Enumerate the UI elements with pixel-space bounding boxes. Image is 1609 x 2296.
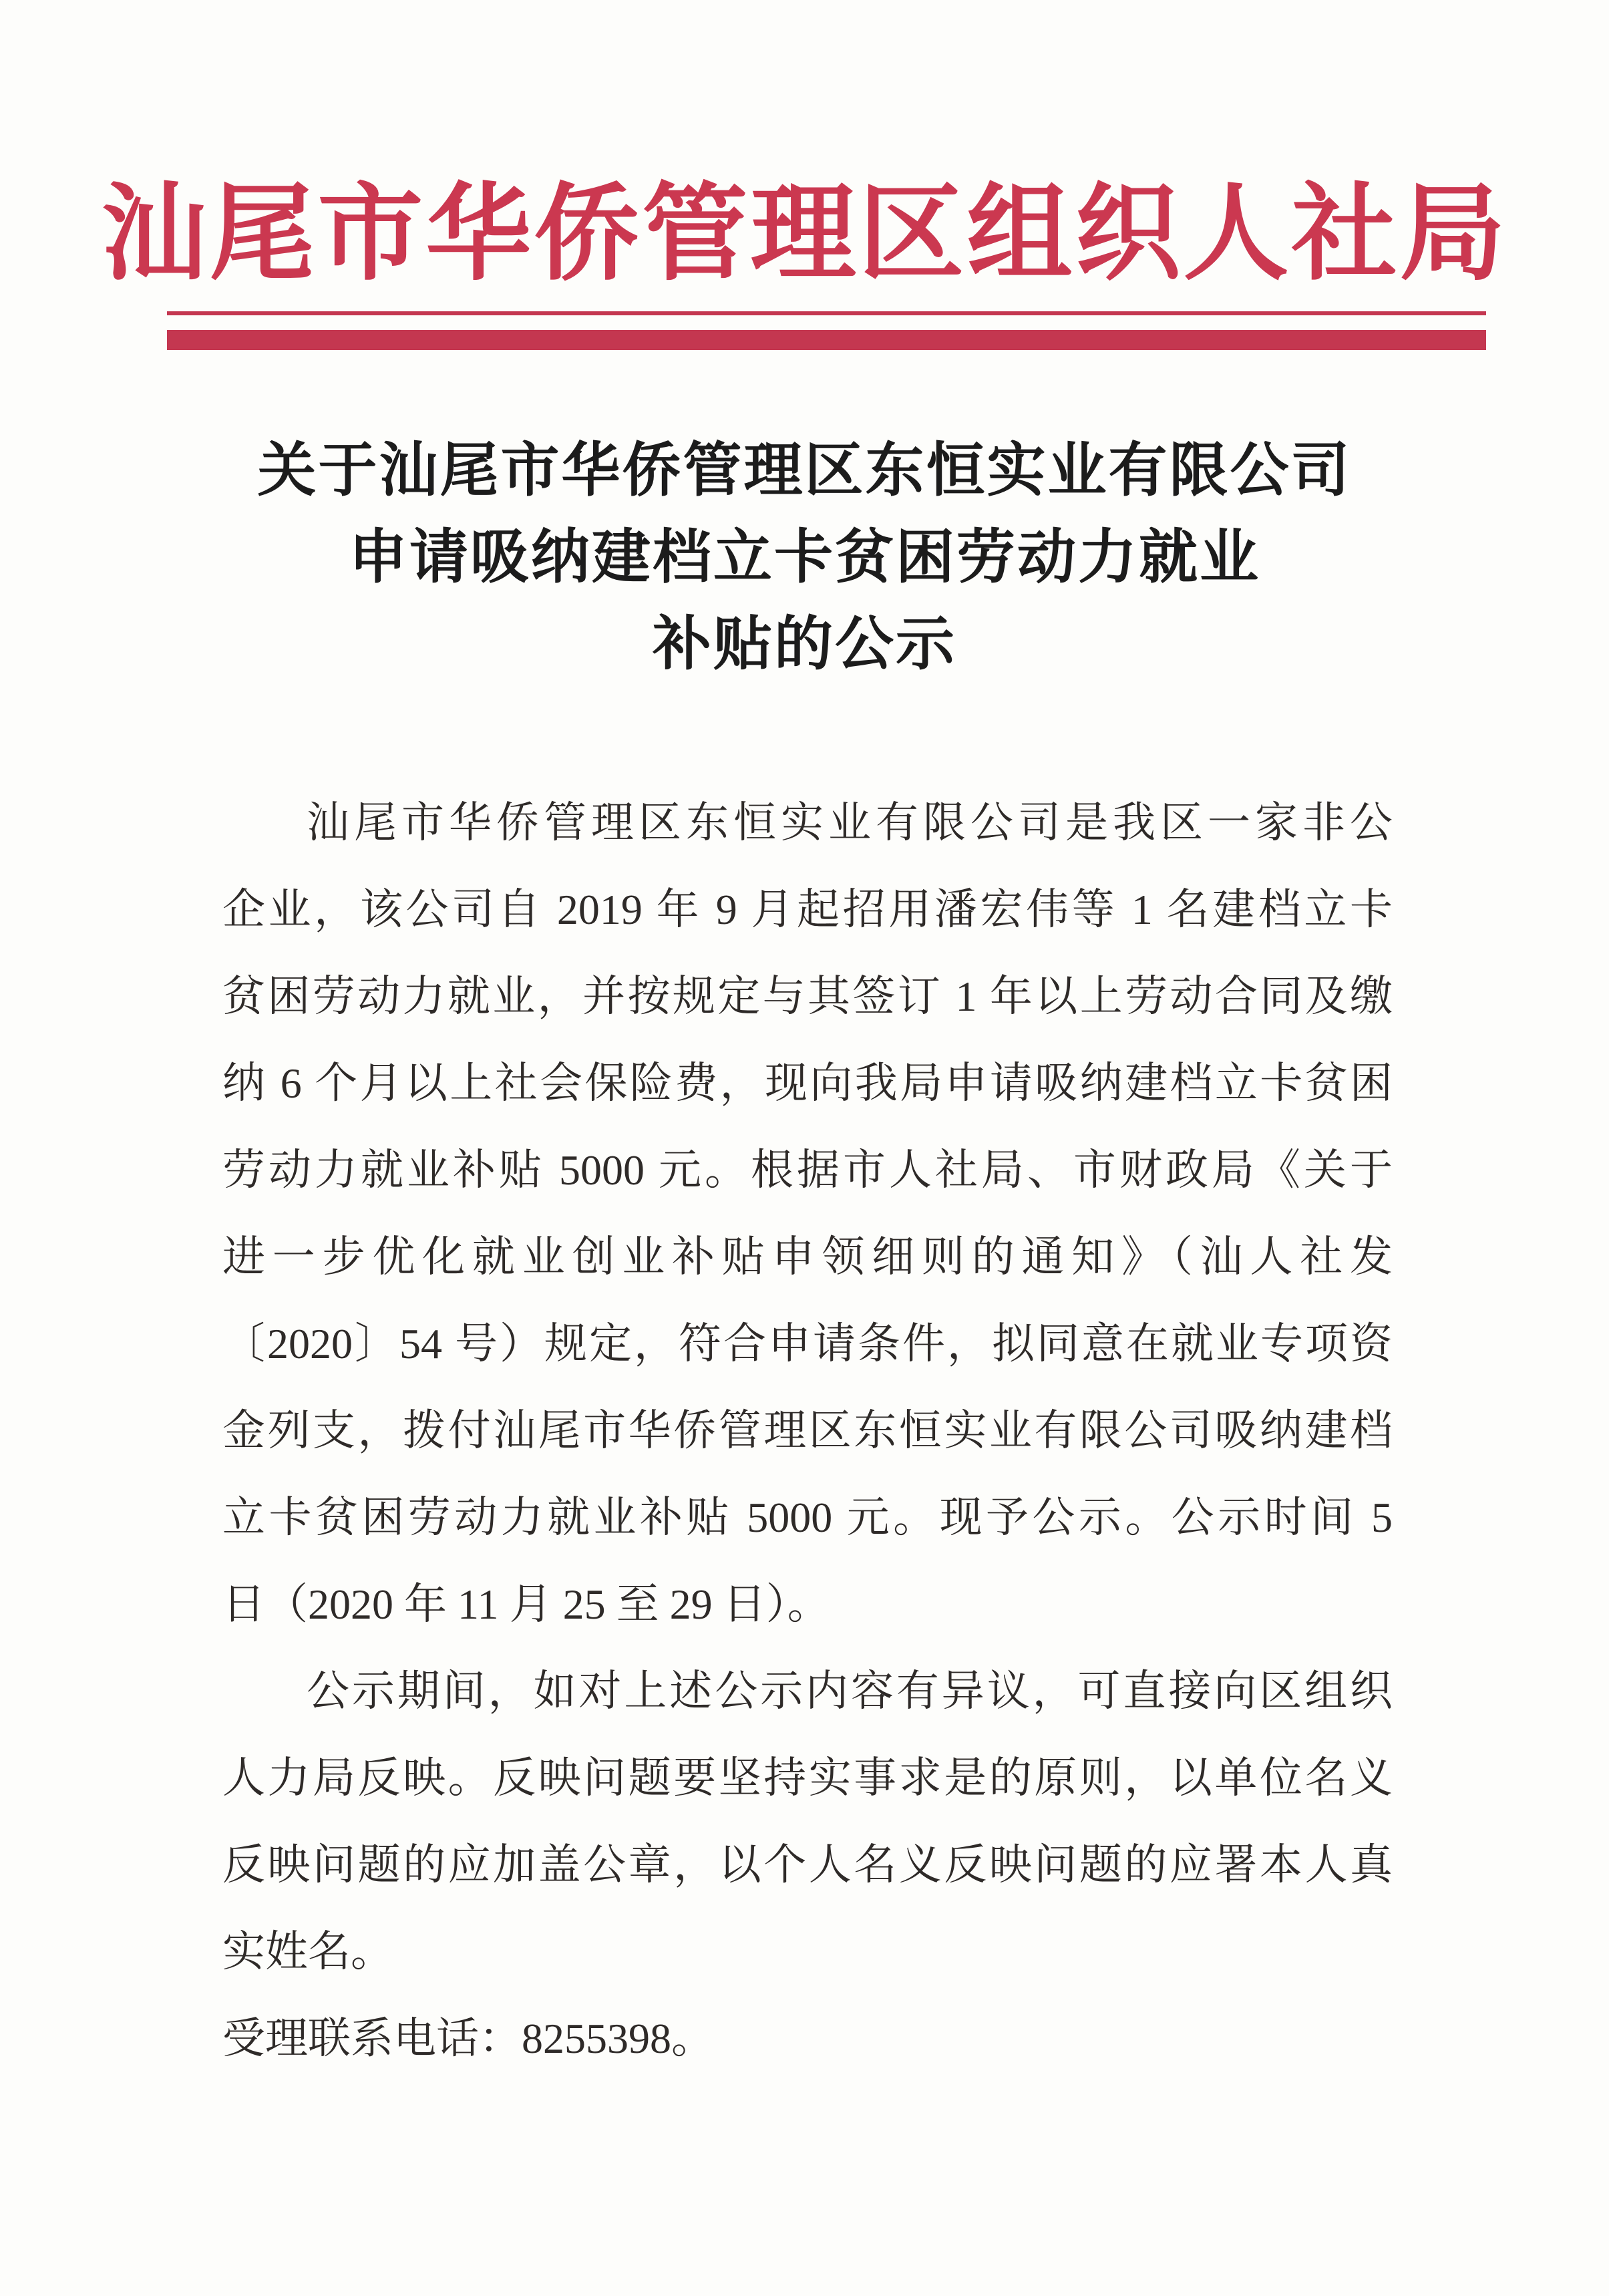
body-line: 汕尾市华侨管理区东恒实业有限公司是我区一家非公 xyxy=(307,799,1393,846)
document-title-line-3: 补贴的公示 xyxy=(652,613,956,677)
issuing-org-masthead: 汕尾市华侨管理区组织人社局 xyxy=(101,176,1508,293)
body-line: 进一步优化就业创业补贴申领细则的通知》（汕人社发 xyxy=(222,1233,1393,1281)
document-title xyxy=(0,428,1609,689)
body-line: 实姓名。 xyxy=(222,1928,393,1975)
body-line: 〔2020〕54 号）规定，符合申请条件，拟同意在就业专项资 xyxy=(222,1320,1393,1367)
contact-phone-line: 受理联系电话：8255398。 xyxy=(222,2015,714,2062)
masthead-divider-thin xyxy=(167,311,1486,315)
body-line: 金列支，拨付汕尾市华侨管理区东恒实业有限公司吸纳建档 xyxy=(222,1407,1393,1454)
body-line: 日（2020 年 11 月 25 至 29 日）。 xyxy=(222,1581,830,1628)
paragraph-2 xyxy=(222,1648,1393,1995)
body-line: 企业，该公司自 2019 年 9 月起招用潘宏伟等 1 名建档立卡 xyxy=(222,886,1393,933)
masthead-divider-thick xyxy=(167,330,1486,350)
body-line: 公示期间，如对上述公示内容有异议，可直接向区组织 xyxy=(307,1667,1393,1715)
notice-body xyxy=(222,780,1393,2082)
body-line: 人力局反映。反映问题要坚持实事求是的原则，以单位名义 xyxy=(222,1754,1393,1802)
paragraph-1 xyxy=(222,780,1393,1648)
body-line: 劳动力就业补贴 5000 元。根据市人社局、市财政局《关于 xyxy=(222,1146,1393,1194)
document-title-line-2: 申请吸纳建档立卡贫困劳动力就业 xyxy=(348,526,1260,591)
body-line: 反映问题的应加盖公章，以个人名义反映问题的应署本人真 xyxy=(222,1841,1393,1889)
body-line: 贫困劳动力就业，并按规定与其签订 1 年以上劳动合同及缴 xyxy=(222,973,1393,1020)
body-line: 立卡贫困劳动力就业补贴 5000 元。现予公示。公示时间 5 xyxy=(222,1494,1393,1541)
body-line: 纳 6 个月以上社会保险费，现向我局申请吸纳建档立卡贫困 xyxy=(222,1059,1393,1107)
document-title-line-1: 关于汕尾市华侨管理区东恒实业有限公司 xyxy=(257,439,1352,504)
